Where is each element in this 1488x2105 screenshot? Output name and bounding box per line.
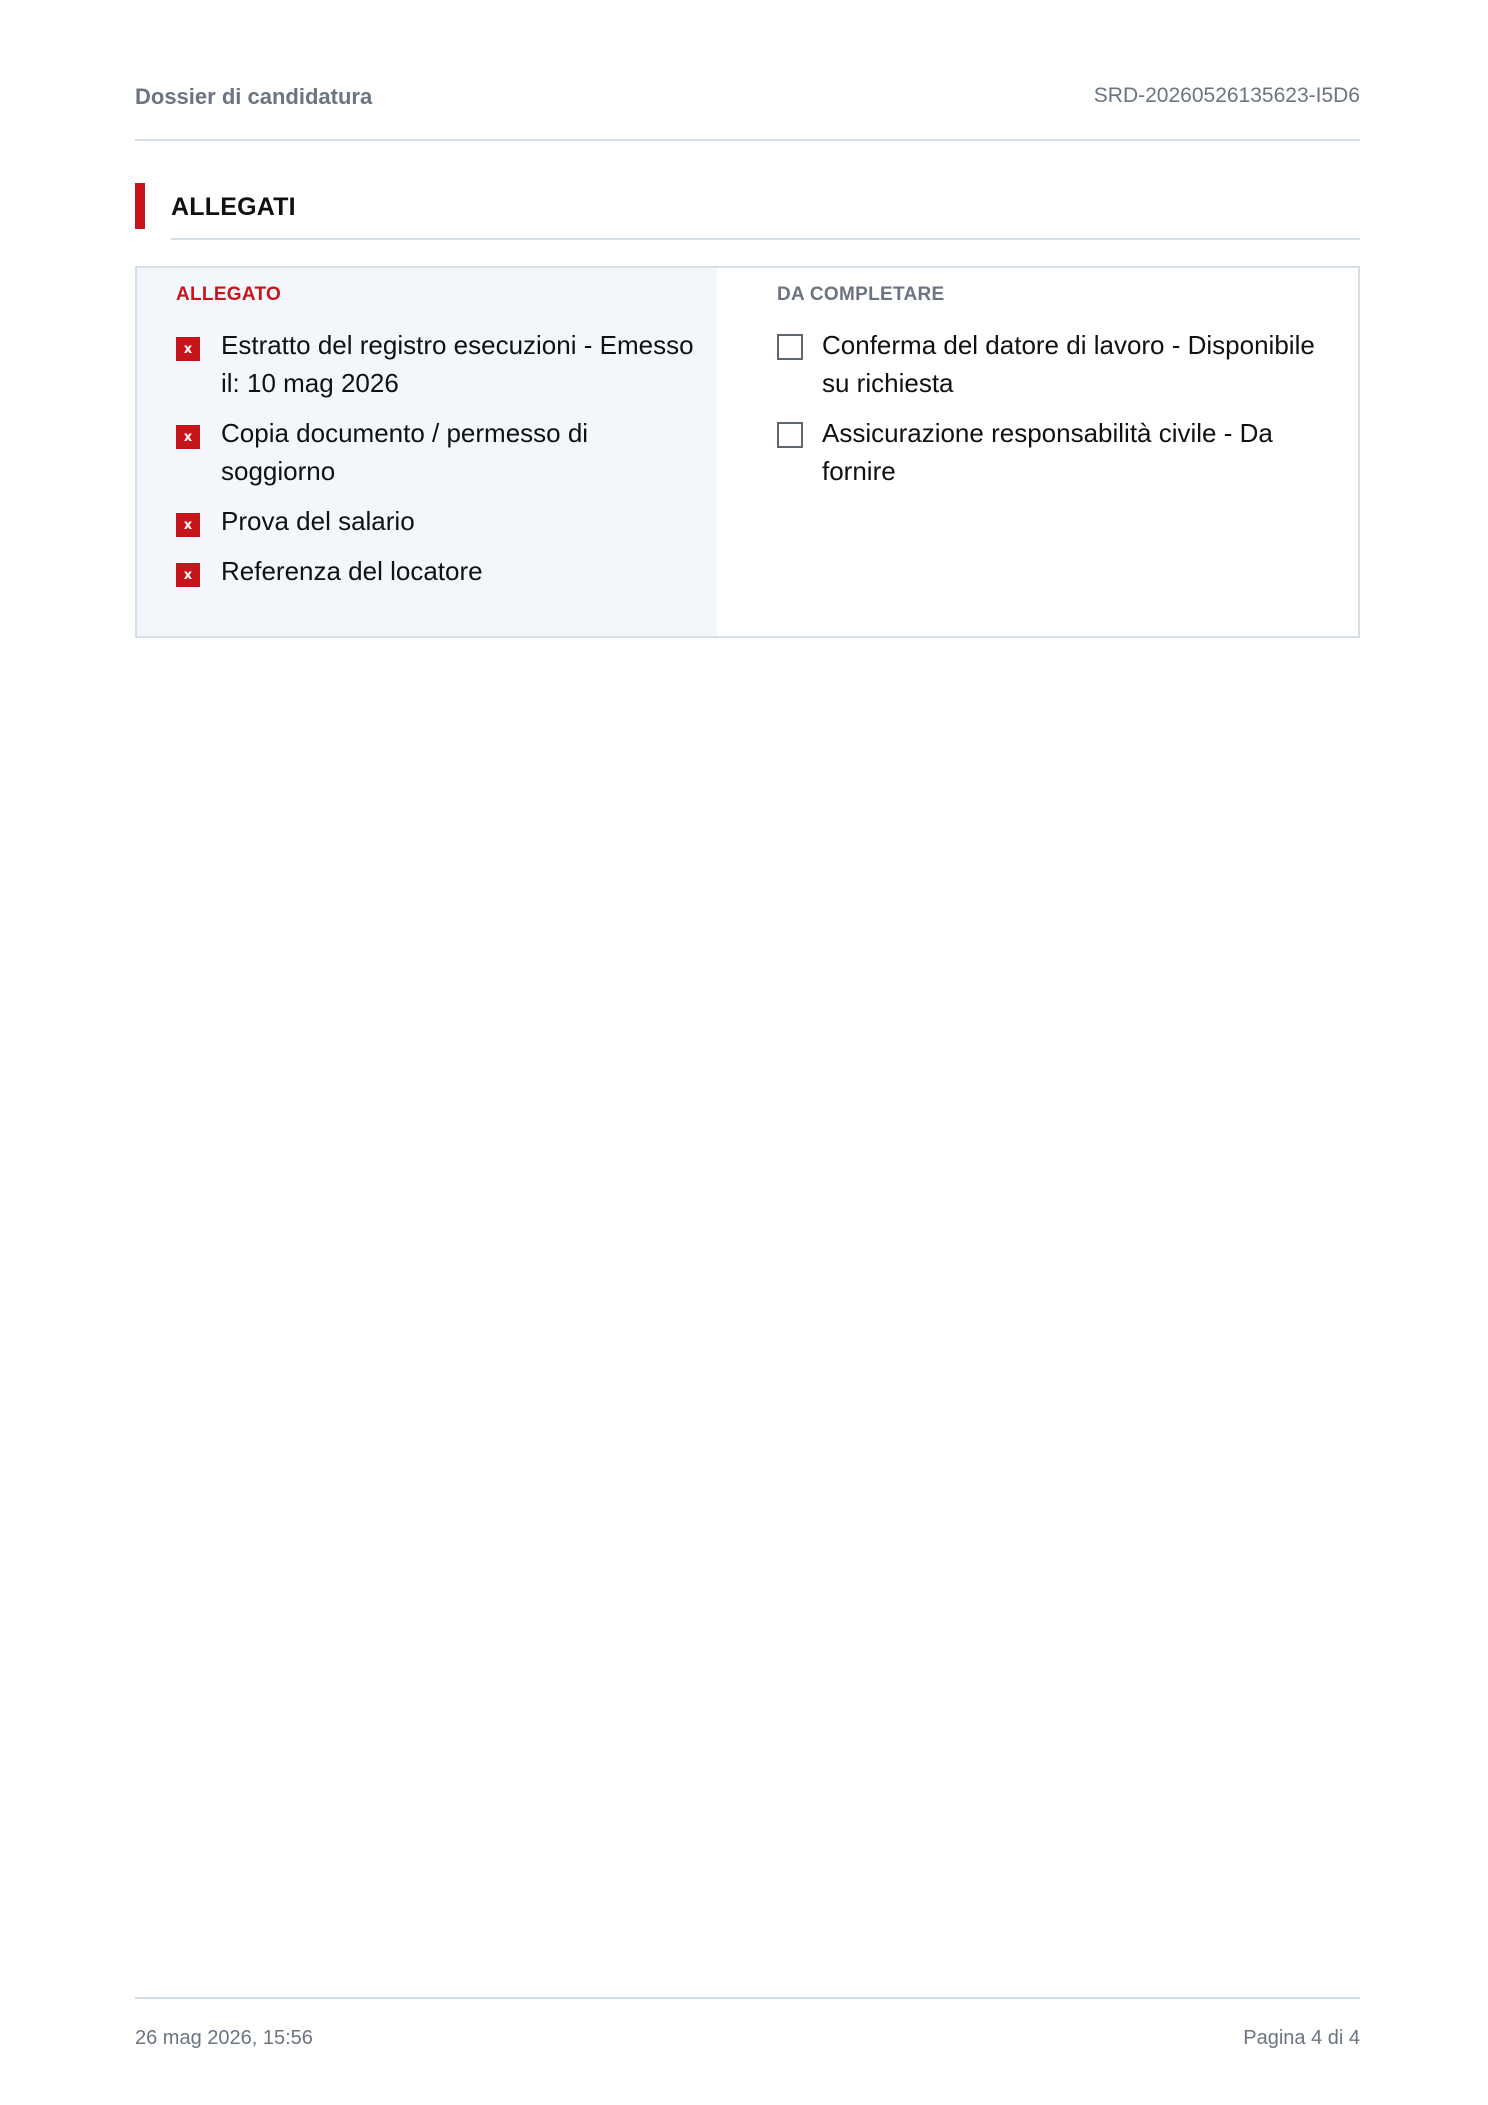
page-number: Pagina 4 di 4 [1243,2027,1360,2049]
attached-item [176,414,696,490]
attached-item-label: Prova del salario [221,506,415,536]
attached-item-label: Referenza del locatore [221,556,483,586]
attached-item [176,502,696,540]
empty-checkbox-icon [777,334,803,360]
page-footer [135,2027,1360,2055]
pending-list [777,326,1337,502]
attached-item-label: Estratto del registro esecuzioni - Emesso il: 10 mag 2026 [221,330,694,398]
generation-date: 26 mag 2026, 15:56 [135,2027,313,2049]
attached-list [176,326,696,602]
attached-x-icon: x [176,337,200,361]
pending-heading: DA COMPLETARE [777,284,945,305]
empty-checkbox-icon [777,422,803,448]
pending-item-label: Assicurazione responsabilità civile - Da fornire [822,418,1273,486]
pending-item [777,326,1337,402]
attached-x-icon: x [176,563,200,587]
section-divider [171,238,1360,240]
attached-item-label: Copia documento / permesso di soggiorno [221,418,589,486]
attached-item [176,552,696,590]
document-reference: SRD-20260526135623-I5D6 [1093,84,1360,107]
document-title: Dossier di candidatura [135,84,373,109]
footer-divider [135,1997,1360,1999]
attached-item [176,326,696,402]
pending-item [777,414,1337,490]
attached-x-icon: x [176,425,200,449]
attached-column [137,268,717,636]
attachments-panel [135,266,1360,638]
attached-heading: ALLEGATO [176,284,282,305]
section-title: ALLEGATI [171,193,296,221]
attached-x-icon: x [176,513,200,537]
header-divider [135,139,1360,141]
pending-column [717,268,1358,636]
section-accent-bar [135,183,145,229]
pending-item-label: Conferma del datore di lavoro - Disponibile su richiesta [822,330,1315,398]
page-header [135,84,1360,114]
